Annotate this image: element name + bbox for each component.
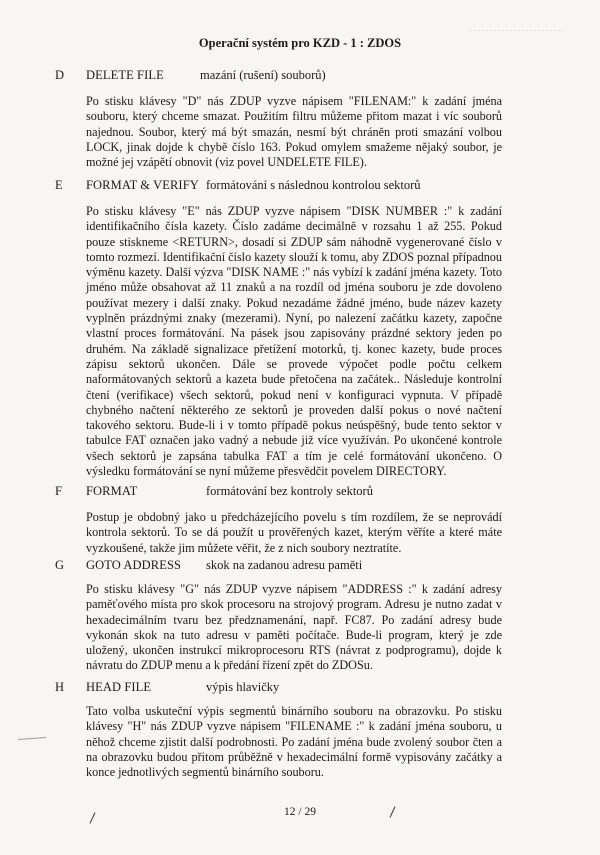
section-letter: D xyxy=(55,68,65,82)
section-command: HEAD FILE xyxy=(86,680,152,694)
section-body: Po stisku klávesy "E" nás ZDUP vyzve nápisem "DISK NUMBER :" k zadání identifikačního čísla kazety. Číslo zadáme decimálně v rozsahu 1 až 255. Pokud pouze stiskneme <RETURN>, dosadí si ZDUP sám náhodně vygenerované číslo v tomto rozmezí. Identifikační číslo kazety slouží k tomu, aby ZDOS poznal případnou výměnu kazety. Další výzva "DISK NAME :" nás vybízí k zadání jména kazety. Toto jméno může obsahovat až 11 znaků a na rozdíl od jména souboru je zde dovoleno používat mezery i další znaky. Pokud nezadáme žádné jméno, bude název kazety vyplněn prázdnými znaky (mezerami). Nyní, po nalezení začátku kazety, započne vlastní proces formátování. Na pásek jsou zapisovány prázdné sektory jeden po druhém. Na základě signalizace přetížení motorků, tj. konec kazety, bude proces zápisu sektorů ukončen. Dále se provede výpočet podle počtu celkem naformátovaných sektorů a kazeta bude přetočena na začátek.. Následuje kontrolní čtení (verifikace) všech sektorů, pokud není v konfiguraci vypnuta. V případě chybného načtení některého ze sektorů je proveden další pokus o nové načtení takového sektoru. Bude-li i v tomto případě pokus neúspěšný, bude tento sektor v tabulce FAT označen jako vadný a nebude již více využíván. Po ukončené kontrole všech sektorů je zapsána tabulka FAT a tím je celé formátování ukončeno. O výsledku formátování se nyní můžeme přesvědčit povelem DIRECTORY. xyxy=(86,204,502,479)
section-description: formátování bez kontroly sektorů xyxy=(206,484,373,498)
section-letter: E xyxy=(55,178,63,192)
section-command: DELETE FILE xyxy=(86,68,164,82)
section-command: GOTO ADDRESS xyxy=(86,558,182,572)
section-letter: F xyxy=(55,484,62,498)
faint-header-mark xyxy=(469,30,564,41)
section-description: formátování s následnou kontrolou sektorů xyxy=(206,178,421,192)
pen-mark xyxy=(18,737,46,740)
section-command: FORMAT xyxy=(86,484,138,498)
section-body: Postup je obdobný jako u předcházejícího povelu s tím rozdílem, že se neprovádí kontrola sektorů. To se dá použít u prověřených kazet, kterým věříte a které máte vyzkoušené, takže jim můžete věřit, že z nich soubory neztratíte. xyxy=(86,510,502,555)
section-body: Po stisku klávesy "D" nás ZDUP vyzve nápisem "FILENAM:" k zadání jména souboru, který chceme smazat. Použitím filtru můžeme přitom mazat i víc souborů najednou. Soubor, který má být smazán, nesmí být chráněn proti smazání volbou LOCK, jinak dojde k chybě číslo 163. Pokud omylem smažeme nějaký soubor, je možné jej vzápětí obnovit (viz povel UNDELETE FILE). xyxy=(86,94,502,170)
section-description: mazání (rušení) souborů) xyxy=(200,68,326,82)
section-command: FORMAT & VERIFY xyxy=(86,178,199,192)
section-body: Po stisku klávesy "G" nás ZDUP vyzve nápisem "ADDRESS :" k zadání adresy paměťového místa pro skok procesoru na strojový program. Adresu je nutno zadat v hexadecimálním tvaru bez předznamenání, např. FC87. Po zadání adresy bude vykonán skok na tuto adresu v paměti počítače. Bude-li program, který je zde uložený, ukončen instrukcí mikroprocesoru RTS (návrat z podprogramu), dojde k návratu do ZDUP menu a k předání řízení zpět do ZDOSu. xyxy=(86,582,502,673)
section-letter: G xyxy=(55,558,65,572)
section-body: Tato volba uskuteční výpis segmentů binárního souboru na obrazovku. Po stisku klávesy "H" nás ZDUP vyzve nápisem "FILENAME :" k zadání jména souboru, u něhož chceme zjistit další podrobnosti. Po zadání jména bude zvolený soubor čten a na obrazovku budou přitom průběžně v hexadecimální formě vypisovány začátky a konce jednotlivých segmentů binárního souboru. xyxy=(86,704,502,780)
section-description: výpis hlavičky xyxy=(206,680,280,694)
section-description: skok na zadanou adresu paměti xyxy=(206,558,363,572)
page-number: 12 / 29 xyxy=(284,806,316,818)
page-title: Operační systém pro KZD - 1 : ZDOS xyxy=(198,36,402,50)
section-letter: H xyxy=(55,680,65,694)
